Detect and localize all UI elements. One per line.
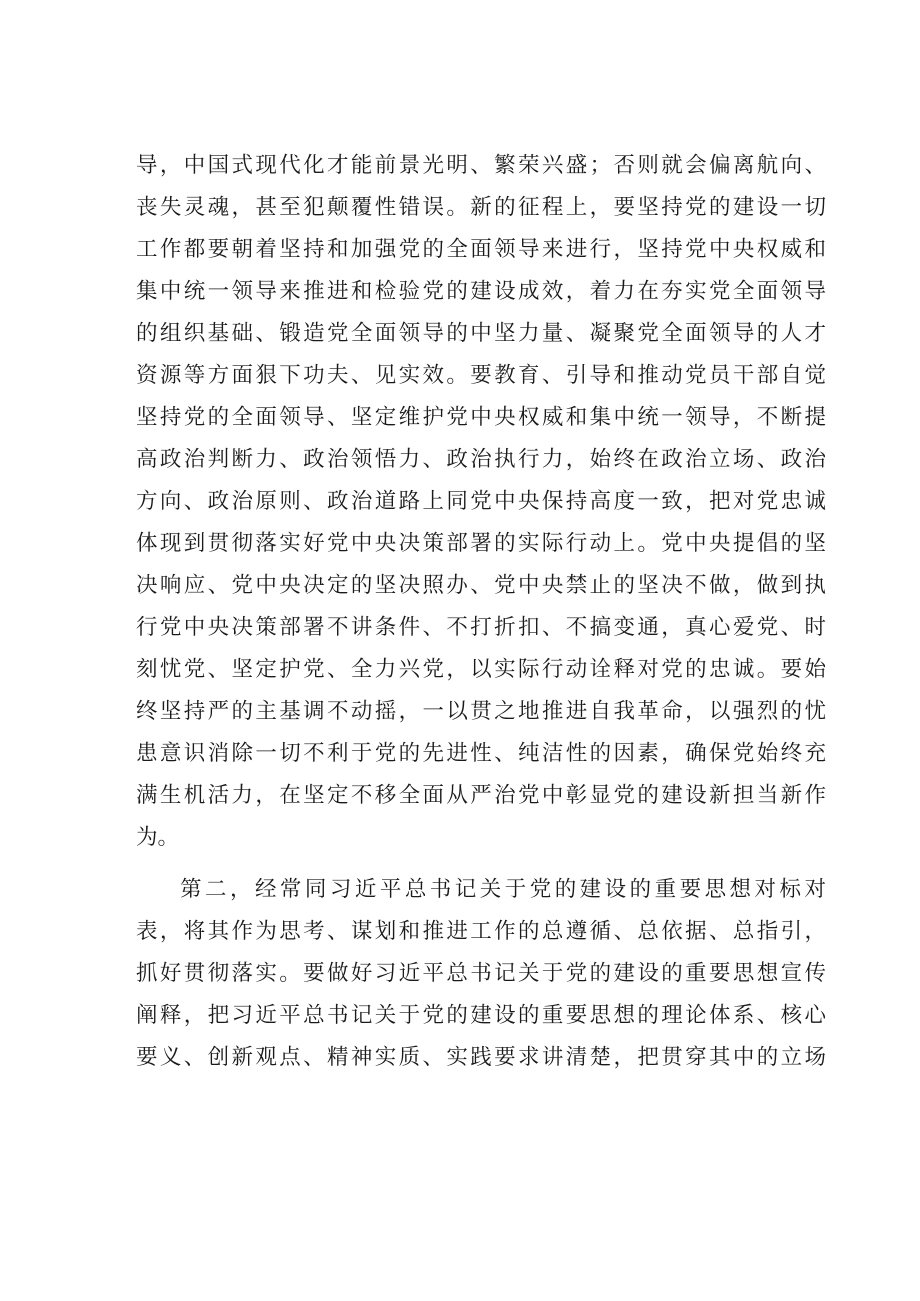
text-line: 工作都要朝着坚持和加强党的全面领导来进行，坚持党中央权威和 bbox=[136, 237, 826, 262]
paragraph-2 bbox=[136, 869, 826, 1079]
text-line: 满生机活力，在坚定不移全面从严治党中彰显党的建设新担当新作 bbox=[136, 783, 826, 808]
text-line: 表，将其作为思考、谋划和推进工作的总遵循、总依据、总指引， bbox=[136, 919, 826, 944]
text-line: 为。 bbox=[136, 825, 180, 850]
text-line: 资源等方面狠下功夫、见实效。要教育、引导和推动党员干部自觉 bbox=[136, 363, 826, 388]
text-line: 要义、创新观点、精神实质、实践要求讲清楚，把贯穿其中的立场 bbox=[136, 1045, 826, 1070]
text-line: 刻忧党、坚定护党、全力兴党，以实际行动诠释对党的忠诚。要始 bbox=[136, 657, 826, 682]
text-line: 集中统一领导来推进和检验党的建设成效，着力在夯实党全面领导 bbox=[136, 279, 826, 304]
text-line: 行党中央决策部署不讲条件、不打折扣、不搞变通，真心爱党、时 bbox=[136, 615, 826, 640]
text-line: 导，中国式现代化才能前景光明、繁荣兴盛；否则就会偏离航向、 bbox=[136, 153, 826, 178]
text-line: 高政治判断力、政治领悟力、政治执行力，始终在政治立场、政治 bbox=[136, 447, 826, 472]
text-line: 坚持党的全面领导、坚定维护党中央权威和集中统一领导，不断提 bbox=[136, 405, 826, 430]
text-line: 阐释，把习近平总书记关于党的建设的重要思想的理论体系、核心 bbox=[136, 1003, 826, 1028]
text-line: 抓好贯彻落实。要做好习近平总书记关于党的建设的重要思想宣传 bbox=[136, 961, 826, 986]
paragraph-spacer bbox=[136, 859, 826, 869]
text-line: 丧失灵魂，甚至犯颠覆性错误。新的征程上，要坚持党的建设一切 bbox=[136, 195, 826, 220]
text-line: 的组织基础、锻造党全面领导的中坚力量、凝聚党全面领导的人才 bbox=[136, 321, 826, 346]
paragraph-1 bbox=[136, 145, 826, 859]
text-line: 决响应、党中央决定的坚决照办、党中央禁止的坚决不做，做到执 bbox=[136, 573, 826, 598]
text-line: 方向、政治原则、政治道路上同党中央保持高度一致，把对党忠诚 bbox=[136, 489, 826, 514]
text-line: 体现到贯彻落实好党中央决策部署的实际行动上。党中央提倡的坚 bbox=[136, 531, 826, 556]
text-line: 终坚持严的主基调不动摇，一以贯之地推进自我革命，以强烈的忧 bbox=[136, 699, 826, 724]
text-line: 第二，经常同习近平总书记关于党的建设的重要思想对标对 bbox=[180, 877, 826, 902]
document-body bbox=[136, 145, 826, 1079]
text-line: 患意识消除一切不利于党的先进性、纯洁性的因素，确保党始终充 bbox=[136, 741, 826, 766]
